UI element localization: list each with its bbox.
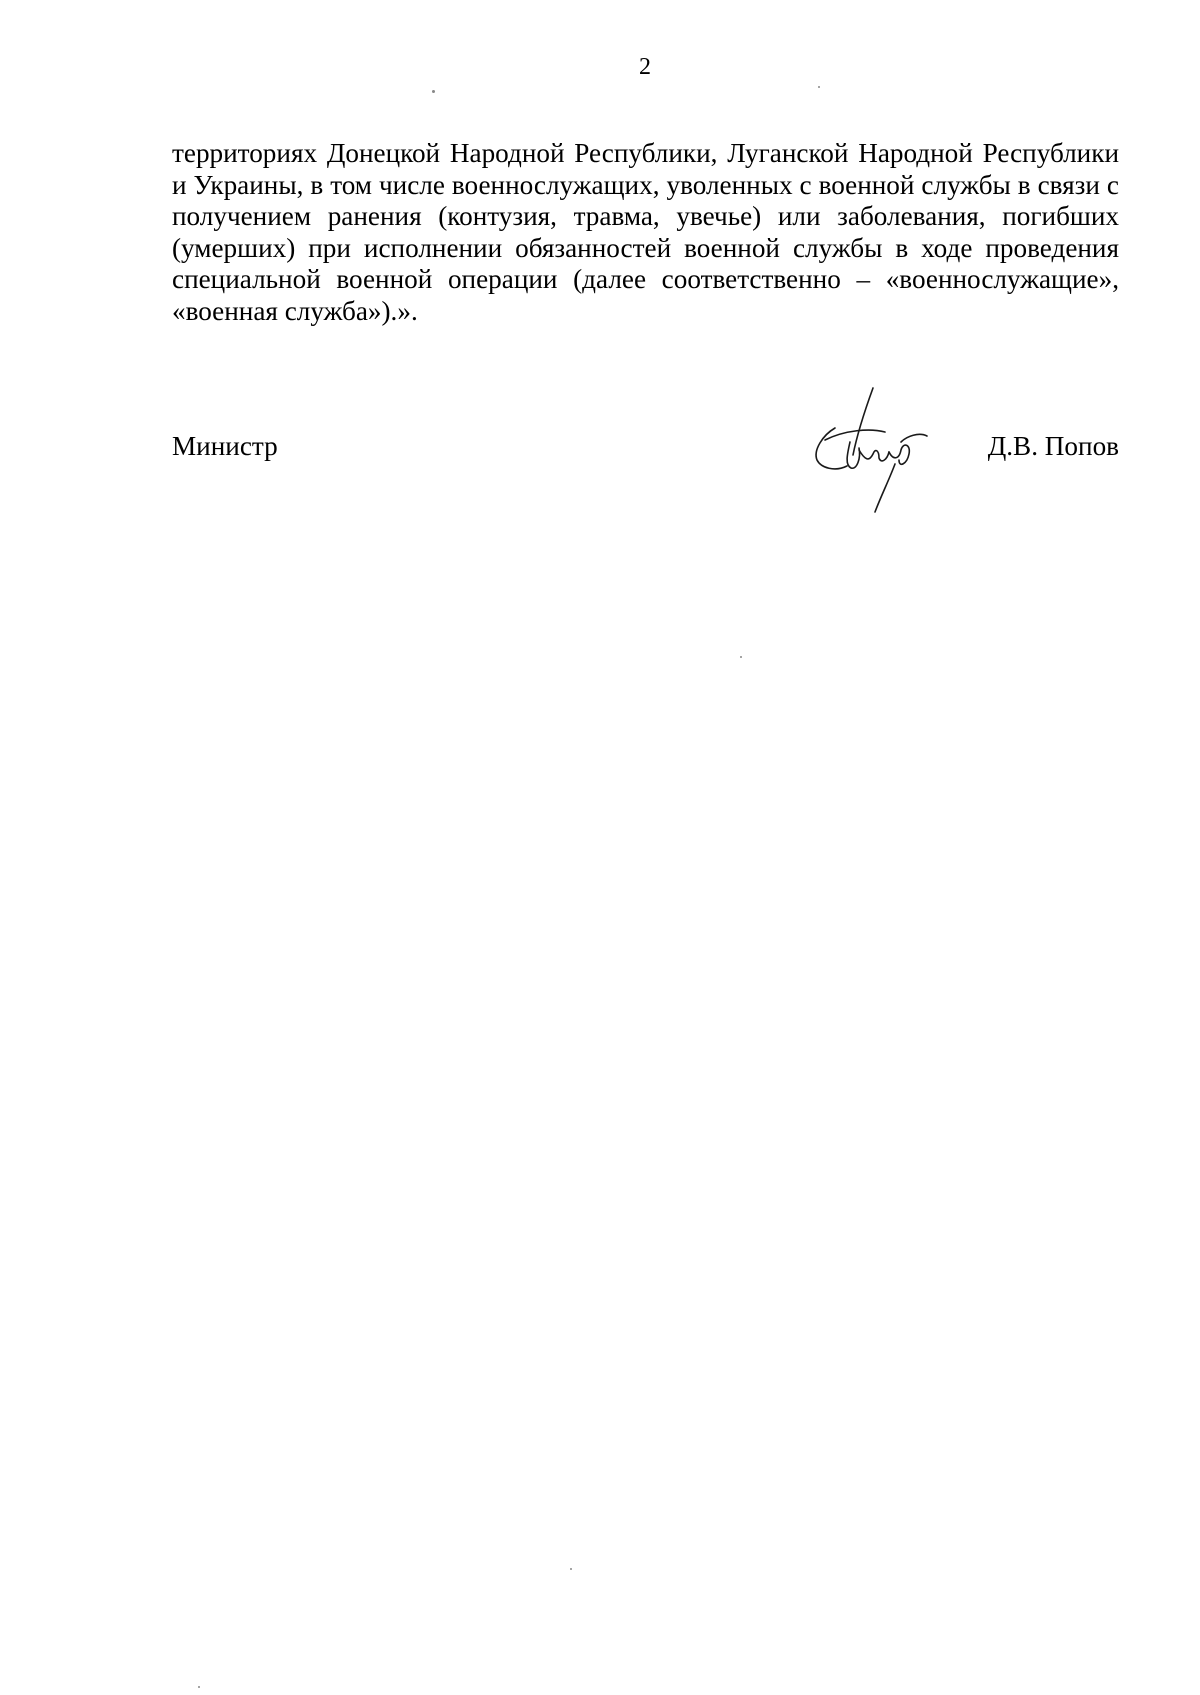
signatory-name: Д.В. Попов — [987, 431, 1119, 461]
body-paragraph: территориях Донецкой Народной Республики, Луганской Народной Республики и Украины, в том числе военнослужащих, уволенных с военной службы в связи с получением ранения (контузия, травма, увечье) или заболевания, погибших (умерших) при исполнении обязанностей военной службы в ходе проведения специальной военной операции (далее соответственно – «военнослужащие», «военная служба»).». — [172, 138, 1119, 326]
scan-speck — [570, 1568, 572, 1570]
scan-speck — [198, 1686, 200, 1688]
scan-speck — [432, 90, 435, 93]
scan-speck — [740, 656, 742, 658]
handwritten-signature — [795, 380, 955, 520]
signature-block — [172, 430, 1119, 470]
signatory-title: Министр — [172, 431, 278, 461]
page-number: 2 — [639, 54, 651, 80]
scan-speck — [818, 86, 820, 88]
